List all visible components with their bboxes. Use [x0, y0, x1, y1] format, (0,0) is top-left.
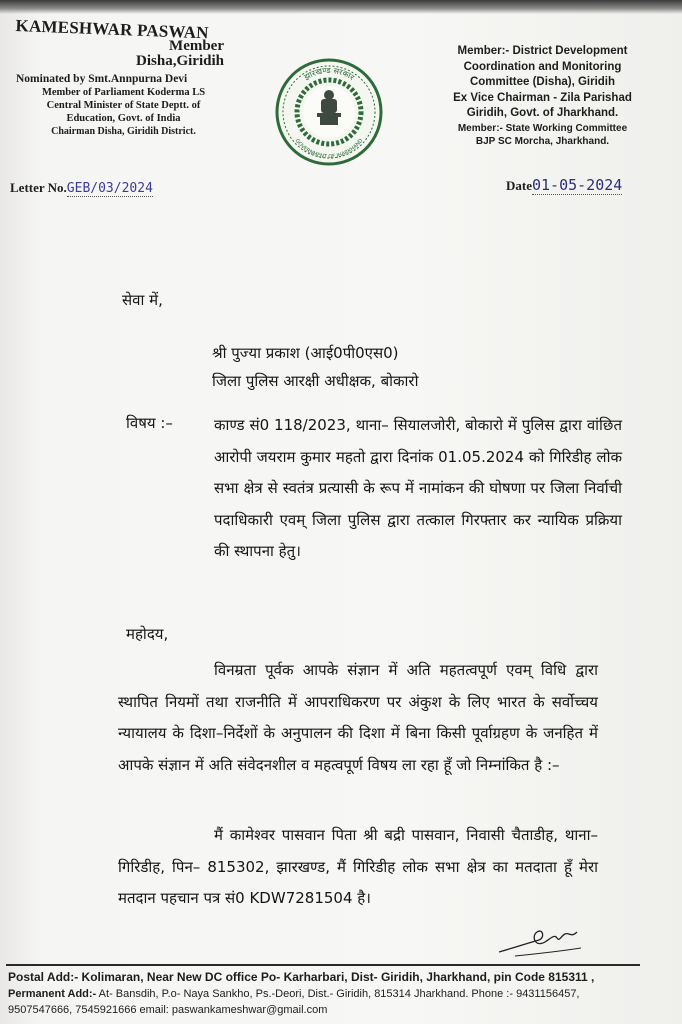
letterhead-left	[16, 16, 246, 138]
seal-bottom-text: GOVERNMENT OF JHARKHAND	[293, 137, 365, 161]
sender-place: Disha,Giridih	[136, 53, 224, 69]
footer-permanent-address	[8, 988, 580, 1000]
footer-postal-address: Postal Add:- Kolimaran, Near New DC office Po- Karharbari, Dist- Giridih, Jharkhand, pin Code 815311 ,	[8, 970, 595, 984]
permanent-address-label: Permanent Add:-	[8, 988, 97, 1000]
footer-divider	[6, 964, 640, 966]
date-label: Date	[506, 178, 532, 193]
greeting: महोदय,	[126, 625, 169, 643]
paragraph-2: मैं कामेश्वर पासवान पिता श्री बद्री पासवान, निवासी चैताडीह, थाना– गिरिडीह, पिन– 815302, झारखण्ड, मैं गिरिडीह लोक सभा क्षेत्र का मतदाता हूँ मेरा मतदान पहचान पत्र सं0 KDW7281504 है।	[118, 826, 598, 907]
sender-role: Member	[169, 38, 224, 54]
letterhead-right-line3: Committee (Disha), Giridih	[469, 76, 616, 88]
letterhead-left-line3: Education, Govt. of India	[66, 113, 181, 124]
addressee-name: श्री पुज्या प्रकाश (आई0पी0एस0)	[212, 344, 399, 362]
subject-text: काण्ड सं0 118/2023, थाना– सियालजोरी, बोकारो में पुलिस द्वारा वांछित आरोपी जयराम कुमार महतो द्वारा दिनांक 01.05.2024 को गिरिडीह लोक सभा क्षेत्र से स्वतंत्र प्रत्यासी के रूप में नामांकन की घोषणा पर जिला निर्वाची पदाधिकारी एवम् जिला पुलिस द्वारा तत्काल गिरफ्तार कर न्यायिक प्रक्रिया की स्थापना हेतु।	[214, 416, 622, 560]
letterhead-right-line4: Ex Vice Chairman - Zila Parishad	[453, 91, 632, 104]
letterhead-right-line5: Giridih, Govt. of Jharkhand.	[466, 107, 619, 119]
letterhead-right-line7: BJP SC Morcha, Jharkhand.	[475, 135, 610, 147]
government-seal	[274, 57, 384, 167]
letterhead-right-line2: Coordination and Monitoring	[463, 60, 622, 73]
permanent-address-value: At- Bansdih, P.o- Naya Sankho, Ps.-Deori, Dist.- Giridih, 815314 Jharkhand. Phone :- 9431156457,	[98, 988, 580, 1000]
seal-top-text: झारखण्ड सरकार	[302, 65, 356, 83]
letterhead-right	[420, 44, 665, 148]
letterhead-left-line2: Central Minister of State Deptt. of	[46, 100, 201, 111]
footer-contact: 9507547666, 7545921666 email: paswankameshwar@gmail.com	[8, 1004, 328, 1016]
letter-number-value: GEB/03/2024	[66, 181, 153, 196]
page-edge-shadow	[0, 0, 682, 14]
sender-name: KAMESHWAR PASWAN	[15, 16, 210, 43]
nominated-line: Nominated by Smt.Annpurna Devi	[16, 73, 188, 85]
letterhead-right-line1: Member:- District Development	[457, 45, 628, 57]
paragraph-1: विनम्रता पूर्वक आपके संज्ञान में अति महतत्वपूर्ण एवम् विधि द्वारा स्थापित नियमों तथा राजनीति में आपराधिकरण पर अंकुश के लिए भारत के सर्वोच्चय न्यायालय के दिशा–निर्देशों के अनुपालन की दिशा में बिना किसी पूर्वाग्रहण के जनहित में आपके संज्ञान में अति संवेदनशील व महत्वपूर्ण विषय ला रहा हूँ जो निम्नांकित है :–	[118, 661, 598, 774]
letterhead-left-line1: Member of Parliament Koderma LS	[41, 87, 206, 98]
letter-number	[10, 180, 153, 196]
letterhead-left-line4: Chairman Disha, Giridih District.	[51, 126, 196, 137]
addressee-designation: जिला पुलिस आरक्षी अधीक्षक, बोकारो	[212, 372, 419, 390]
signature-icon	[495, 918, 585, 960]
salutation-to: सेवा में,	[122, 291, 163, 309]
subject-label: विषय :–	[126, 414, 173, 432]
letterhead-right-line6: Member:- State Working Committee	[457, 122, 628, 134]
letter-date	[506, 176, 622, 194]
letter-number-label: Letter No.	[10, 180, 67, 195]
date-value: 01-05-2024	[532, 176, 623, 194]
